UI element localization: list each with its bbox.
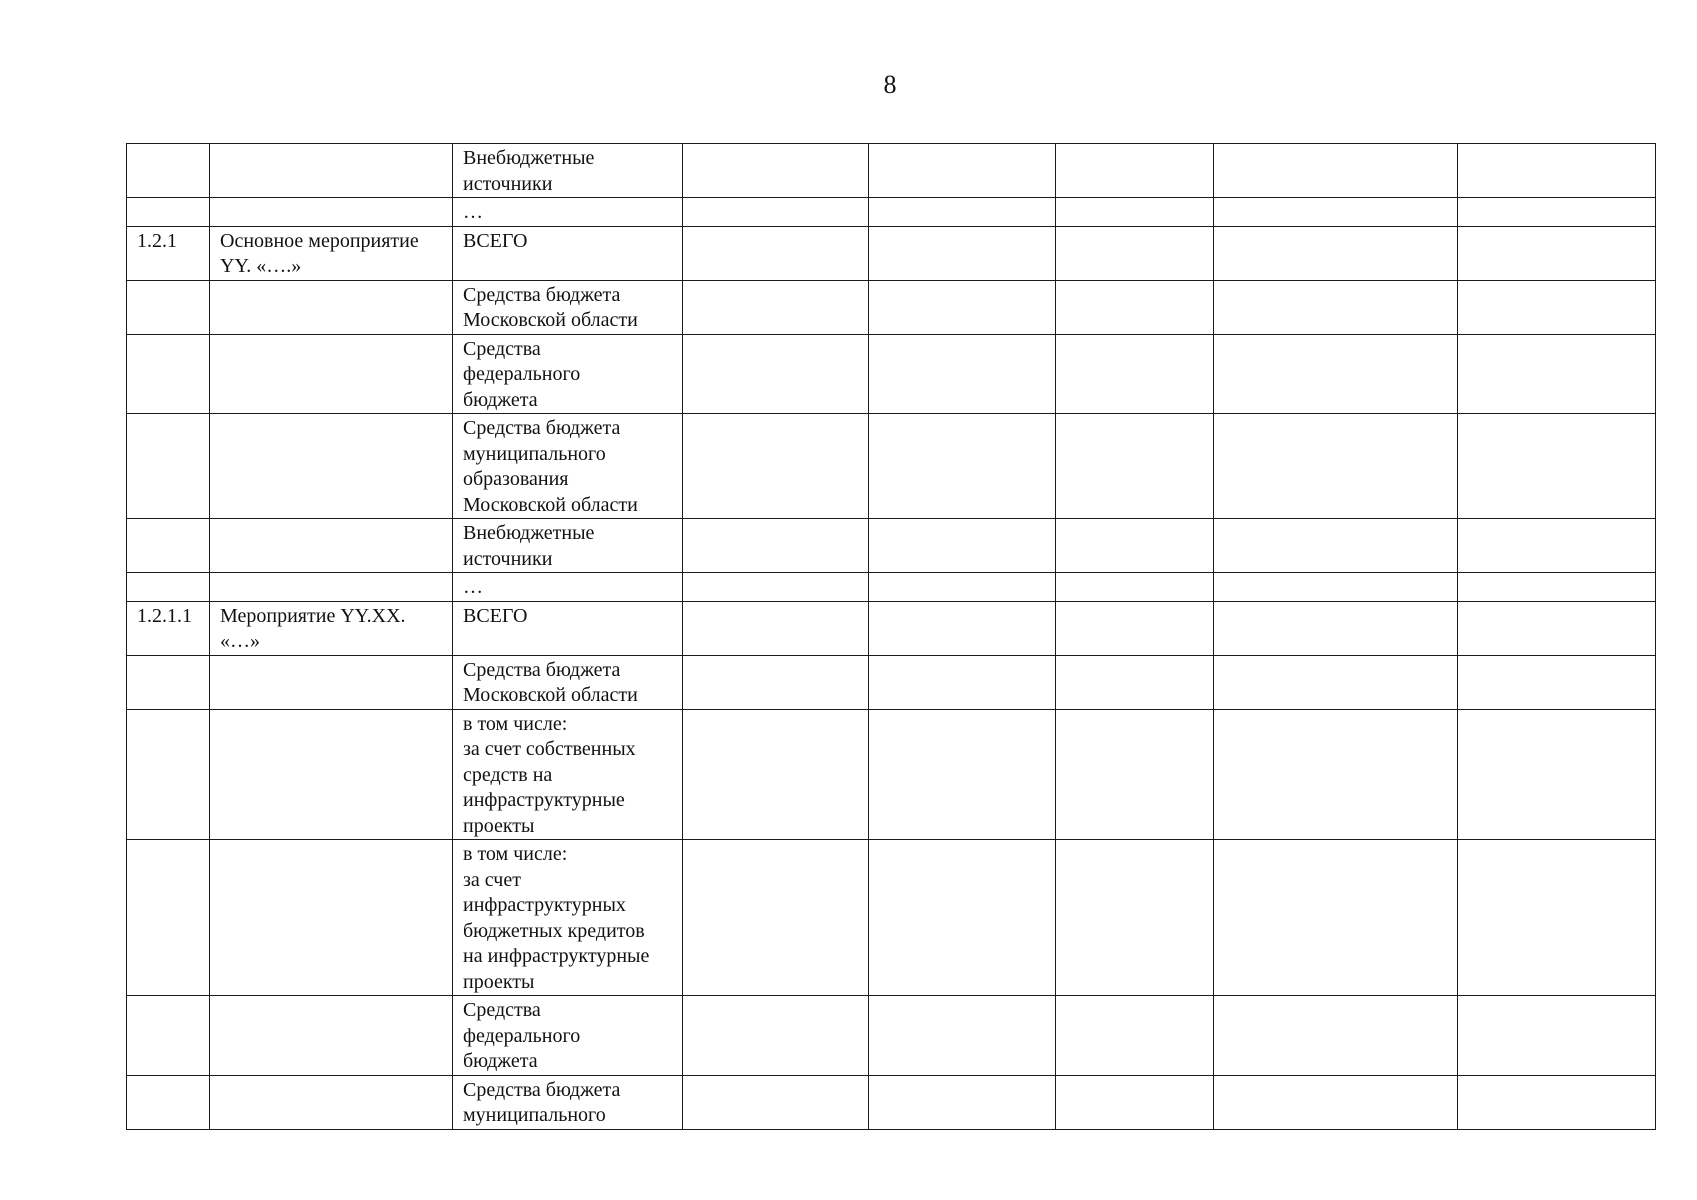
table-row xyxy=(127,655,1656,709)
value-cell-2 xyxy=(869,414,1056,519)
value-cell-3 xyxy=(1056,144,1214,198)
value-cell-2 xyxy=(869,573,1056,602)
table-body xyxy=(127,144,1656,1130)
table-row xyxy=(127,709,1656,840)
financing-table xyxy=(126,143,1656,1130)
funding-source-cell: Внебюджетные источники xyxy=(453,144,683,198)
activity-name-cell xyxy=(210,198,453,227)
row-number-cell xyxy=(127,709,210,840)
value-cell-2 xyxy=(869,226,1056,280)
funding-source-cell: в том числе: за счет собственных средств на инфраструктурные проекты xyxy=(453,709,683,840)
funding-source-cell: Средства бюджета Московской области xyxy=(453,655,683,709)
value-cell-5 xyxy=(1458,840,1656,996)
value-cell-1 xyxy=(683,519,869,573)
row-number-cell: 1.2.1.1 xyxy=(127,601,210,655)
table-row xyxy=(127,280,1656,334)
activity-name-cell xyxy=(210,573,453,602)
row-number-cell: 1.2.1 xyxy=(127,226,210,280)
value-cell-4 xyxy=(1214,840,1458,996)
funding-source-cell: ВСЕГО xyxy=(453,601,683,655)
value-cell-3 xyxy=(1056,840,1214,996)
value-cell-3 xyxy=(1056,1075,1214,1129)
value-cell-3 xyxy=(1056,334,1214,414)
row-number-cell xyxy=(127,198,210,227)
value-cell-1 xyxy=(683,144,869,198)
funding-source-cell: в том числе: за счет инфраструктурных бюджетных кредитов на инфраструктурные проекты xyxy=(453,840,683,996)
value-cell-2 xyxy=(869,601,1056,655)
table-row xyxy=(127,840,1656,996)
activity-name-cell: Основное мероприятие YY. «….» xyxy=(210,226,453,280)
row-number-cell xyxy=(127,1075,210,1129)
value-cell-3 xyxy=(1056,996,1214,1076)
activity-name-cell xyxy=(210,709,453,840)
value-cell-1 xyxy=(683,601,869,655)
funding-source-cell: Средства бюджета Московской области xyxy=(453,280,683,334)
funding-source-cell: ВСЕГО xyxy=(453,226,683,280)
value-cell-5 xyxy=(1458,655,1656,709)
value-cell-4 xyxy=(1214,198,1458,227)
value-cell-4 xyxy=(1214,996,1458,1076)
value-cell-3 xyxy=(1056,573,1214,602)
funding-source-cell: Средства бюджета муниципального xyxy=(453,1075,683,1129)
row-number-cell xyxy=(127,519,210,573)
table-row xyxy=(127,1075,1656,1129)
value-cell-1 xyxy=(683,334,869,414)
page-number: 8 xyxy=(883,70,897,99)
row-number-cell xyxy=(127,414,210,519)
funding-source-cell: Средства федерального бюджета xyxy=(453,996,683,1076)
value-cell-4 xyxy=(1214,144,1458,198)
value-cell-5 xyxy=(1458,1075,1656,1129)
activity-name-cell xyxy=(210,1075,453,1129)
activity-name-cell xyxy=(210,334,453,414)
value-cell-3 xyxy=(1056,709,1214,840)
value-cell-4 xyxy=(1214,519,1458,573)
funding-source-cell: … xyxy=(453,198,683,227)
value-cell-2 xyxy=(869,840,1056,996)
value-cell-2 xyxy=(869,709,1056,840)
row-number-cell xyxy=(127,280,210,334)
row-number-cell xyxy=(127,655,210,709)
value-cell-5 xyxy=(1458,198,1656,227)
value-cell-5 xyxy=(1458,280,1656,334)
value-cell-4 xyxy=(1214,655,1458,709)
activity-name-cell xyxy=(210,840,453,996)
table-row xyxy=(127,414,1656,519)
activity-name-cell xyxy=(210,655,453,709)
value-cell-4 xyxy=(1214,709,1458,840)
value-cell-1 xyxy=(683,573,869,602)
value-cell-5 xyxy=(1458,226,1656,280)
value-cell-4 xyxy=(1214,280,1458,334)
table-row xyxy=(127,226,1656,280)
table-row xyxy=(127,519,1656,573)
value-cell-2 xyxy=(869,198,1056,227)
value-cell-3 xyxy=(1056,519,1214,573)
value-cell-2 xyxy=(869,655,1056,709)
value-cell-4 xyxy=(1214,414,1458,519)
value-cell-3 xyxy=(1056,226,1214,280)
value-cell-1 xyxy=(683,709,869,840)
value-cell-4 xyxy=(1214,573,1458,602)
table-row xyxy=(127,601,1656,655)
value-cell-5 xyxy=(1458,414,1656,519)
value-cell-5 xyxy=(1458,601,1656,655)
value-cell-5 xyxy=(1458,519,1656,573)
funding-source-cell: Внебюджетные источники xyxy=(453,519,683,573)
row-number-cell xyxy=(127,573,210,602)
funding-source-cell: Средства бюджета муниципального образования Московской области xyxy=(453,414,683,519)
value-cell-4 xyxy=(1214,226,1458,280)
value-cell-3 xyxy=(1056,198,1214,227)
value-cell-4 xyxy=(1214,1075,1458,1129)
value-cell-1 xyxy=(683,655,869,709)
funding-source-cell: … xyxy=(453,573,683,602)
table-row xyxy=(127,198,1656,227)
value-cell-2 xyxy=(869,144,1056,198)
row-number-cell xyxy=(127,144,210,198)
value-cell-1 xyxy=(683,198,869,227)
value-cell-1 xyxy=(683,414,869,519)
activity-name-cell xyxy=(210,144,453,198)
value-cell-2 xyxy=(869,996,1056,1076)
activity-name-cell xyxy=(210,414,453,519)
table-row xyxy=(127,334,1656,414)
value-cell-2 xyxy=(869,334,1056,414)
row-number-cell xyxy=(127,996,210,1076)
table-row xyxy=(127,573,1656,602)
value-cell-1 xyxy=(683,840,869,996)
value-cell-5 xyxy=(1458,996,1656,1076)
value-cell-3 xyxy=(1056,414,1214,519)
value-cell-4 xyxy=(1214,334,1458,414)
value-cell-1 xyxy=(683,280,869,334)
value-cell-2 xyxy=(869,519,1056,573)
table-row xyxy=(127,996,1656,1076)
value-cell-3 xyxy=(1056,601,1214,655)
value-cell-3 xyxy=(1056,655,1214,709)
value-cell-2 xyxy=(869,1075,1056,1129)
value-cell-3 xyxy=(1056,280,1214,334)
funding-source-cell: Средства федерального бюджета xyxy=(453,334,683,414)
value-cell-5 xyxy=(1458,334,1656,414)
row-number-cell xyxy=(127,334,210,414)
value-cell-2 xyxy=(869,280,1056,334)
activity-name-cell xyxy=(210,519,453,573)
value-cell-4 xyxy=(1214,601,1458,655)
value-cell-1 xyxy=(683,996,869,1076)
value-cell-5 xyxy=(1458,144,1656,198)
value-cell-1 xyxy=(683,1075,869,1129)
row-number-cell xyxy=(127,840,210,996)
value-cell-5 xyxy=(1458,709,1656,840)
value-cell-5 xyxy=(1458,573,1656,602)
table-row xyxy=(127,144,1656,198)
activity-name-cell xyxy=(210,996,453,1076)
activity-name-cell: Мероприятие YY.XX. «…» xyxy=(210,601,453,655)
value-cell-1 xyxy=(683,226,869,280)
activity-name-cell xyxy=(210,280,453,334)
